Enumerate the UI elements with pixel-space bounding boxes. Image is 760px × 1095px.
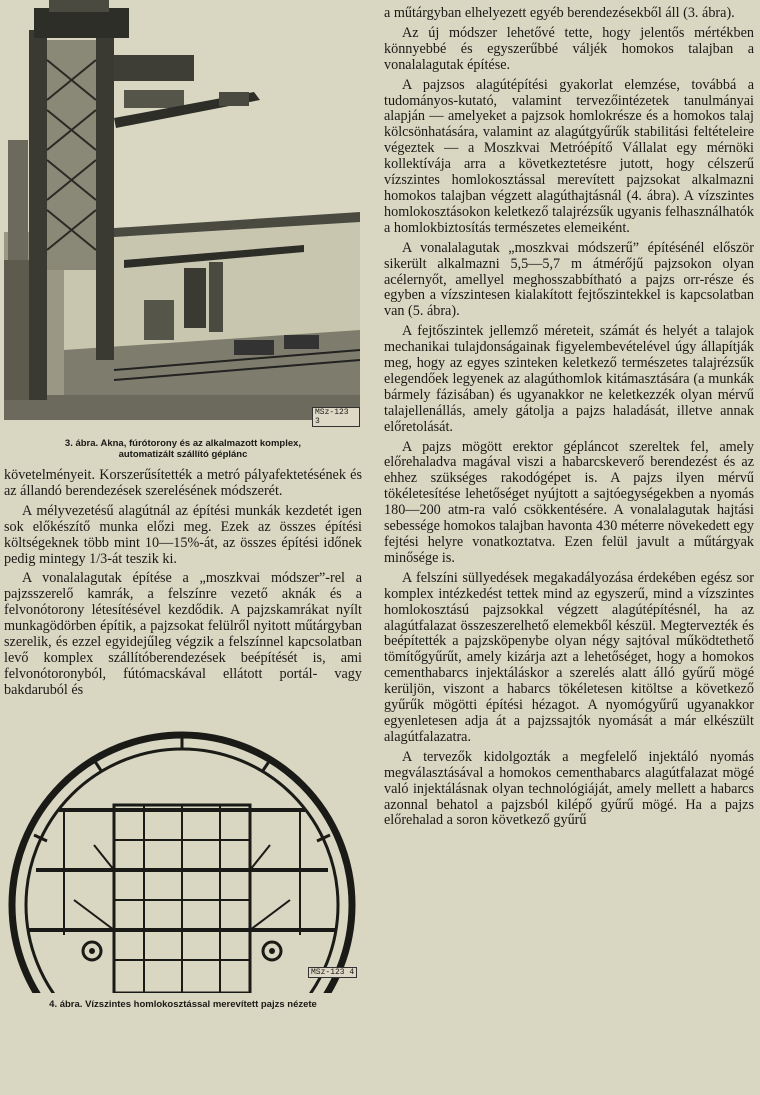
right-paragraph-5: A fejtőszintek jellemző méreteit, számát és helyét a talajok mechanikai tulajdonságainak figyelembevételével úgy állapítják meg, hogy az egyes szinteken keletkező természetes talajrézsűk elegendőek legyenek az alagúthomlok kitámasztására (a munkák bármely fázisában) és ugyanakkor ne keletkezzék olyan mérvű talajellenállás, amely gátolja a pajzs haladását, illetve annak előretolását. bbox=[384, 323, 754, 435]
figure-3-caption-line-2: automatizált szállító géplánc bbox=[118, 449, 248, 460]
right-paragraph-7: A felszíni süllyedések megakadályozása érdekében egész sor komplex intézkedést tettek mind az egyszerű, mind a vízszintes homlokosztású pajzsokkal végzett alagútépítésnél, ha az alagútfalazat összeszerelhető elemekből készül. Megtervezték és beépítették a pajzsköpenybe olyan négy sajtóval működtethető tömítőgyűrűt, amely kizárja azt a lehetőséget, hogy a homokos cementhabarcs injektáláskor a szerelés alatt álló gyűrű mögé kerüljön, viszont a habarcs tökéletesen kitöltse a következő gyűrűk mögötti építési hézagot. A nyomógyűrű ugyanakkor egyenletesen adja át a pajzssajtók nyomását a már elkészült alagútfalazatra. bbox=[384, 569, 754, 745]
figure-4 bbox=[4, 705, 360, 993]
right-paragraph-1: a műtárgyban elhelyezett egyéb berendezésekből áll (3. ábra). bbox=[384, 5, 735, 21]
right-paragraph-6: A pajzs mögött erektor gépláncot szereltek fel, amely előrehaladva magával viszi a habarcskeverő berendezést és az ehhez szükséges rakodógépet is. A pajzs ilyen mérvű tökéletesítése lehetőséget nyújtott a sajtóegységekben a nyomás 180—200 atm-ra való csökkentésére. A vonalalagutak hajtási sebessége homokos talajban havonta 430 méterre növekedett egy fejtési helyre vonatkoztatva. Ezen felül javult a műtárgyak minősége is. bbox=[384, 438, 754, 566]
right-paragraph-4: A vonalalagutak „moszkvai módszerű” építésénél először sikerült alkalmazni 5,5—5,7 m átmérőjű pajzsokon olyan acélernyőt, amellyel meghosszabbítható a pajzs orr-része és egyben a vízszintesen kialakított fejtőszintekkel is kapcsolatban van (5. ábra). bbox=[384, 239, 754, 320]
left-column bbox=[4, 0, 362, 1010]
left-paragraph-2: A mélyvezetésű alagútnál az építési munkák kezdetét igen sok előkészítő munka előzi meg. Ezek az összes építési költségeknek több mint 10—15%-át, az összes építési időnek pedig mintegy 1/3-át teszik ki. bbox=[4, 502, 362, 567]
figure-4-caption: 4. ábra. Vízszintes homlokosztással merevített pajzs nézete bbox=[49, 998, 317, 1010]
right-paragraph-8: A tervezők kidolgozták a megfelelő injektáló nyomás megválasztásával a homokos cementhabarcs alagútfalazat mögé való injektálásnak olyan technológiáját, amely mellett a habarcs azonnal behatol a pajzsból kilépő gyűrű mögé. Ha a pajzs előrehalad a soron következő gyűrű bbox=[384, 748, 754, 829]
left-paragraph-3: A vonalalagutak építése a „moszkvai módszer”-rel a pajzsszerelő kamrák, a felszínre vezető aknák és a felvonótorony létesítésével kezdődik. A pajzskamrákat nyílt munkagödörben építik, a pajzsokat felülről nyitott műtárgyban szerelik, és ezzel egyidejűleg végzik a felszínnel kapcsolatban levő komplex szállítóberendezések beépítését is, ami felvonótoronyból, fútómacskával ellátott portál- vagy bakdaruból és bbox=[4, 570, 362, 698]
left-paragraph-1: követelményeit. Korszerűsítették a metró pályafektetésének és az állandó berendezések szerelésének módszerét. bbox=[4, 467, 362, 499]
right-paragraph-2: Az új módszer lehetővé tette, hogy jelentős mértékben könnyebbé és egyszerűbbé váljék homokos talajban a vonalalagutak építése. bbox=[384, 24, 754, 73]
figure-4-illustration bbox=[4, 705, 360, 993]
figure-4-tag: MSz-123 4 bbox=[308, 967, 357, 978]
figure-3 bbox=[4, 0, 360, 426]
right-column bbox=[384, 6, 754, 833]
figure-3-illustration bbox=[4, 0, 360, 420]
figure-3-caption-line-1: 3. ábra. Akna, fúrótorony és az alkalmazott komplex, bbox=[64, 438, 302, 449]
figure-3-tag: MSz-123 3 bbox=[312, 407, 360, 427]
right-paragraph-3: A pajzsos alagútépítési gyakorlat elemzése, továbbá a tudományos-kutató, valamint tervezőintézetek tanulmányai alapján — amelyeket a pajzsok homlokrésze és a homokos talaj kölcsönhatására, valamint az alagútgyűrűk stabilitási feltételeire végeztek — a Moszkvai Metróépítő Vállalat egy mérnöki kollektívája arra a következtetésre jutott, hogy célszerű vízszintes homlokosztással merevített pajzsokat alkalmazni homokos talajban végzett alagúthajtásnál (4. ábra). A vízszintes homlokosztásokon keletkező talajrézsűk ugyanis felhasználhatók a homlokbiztosítás természetes elemeiként. bbox=[384, 76, 754, 236]
